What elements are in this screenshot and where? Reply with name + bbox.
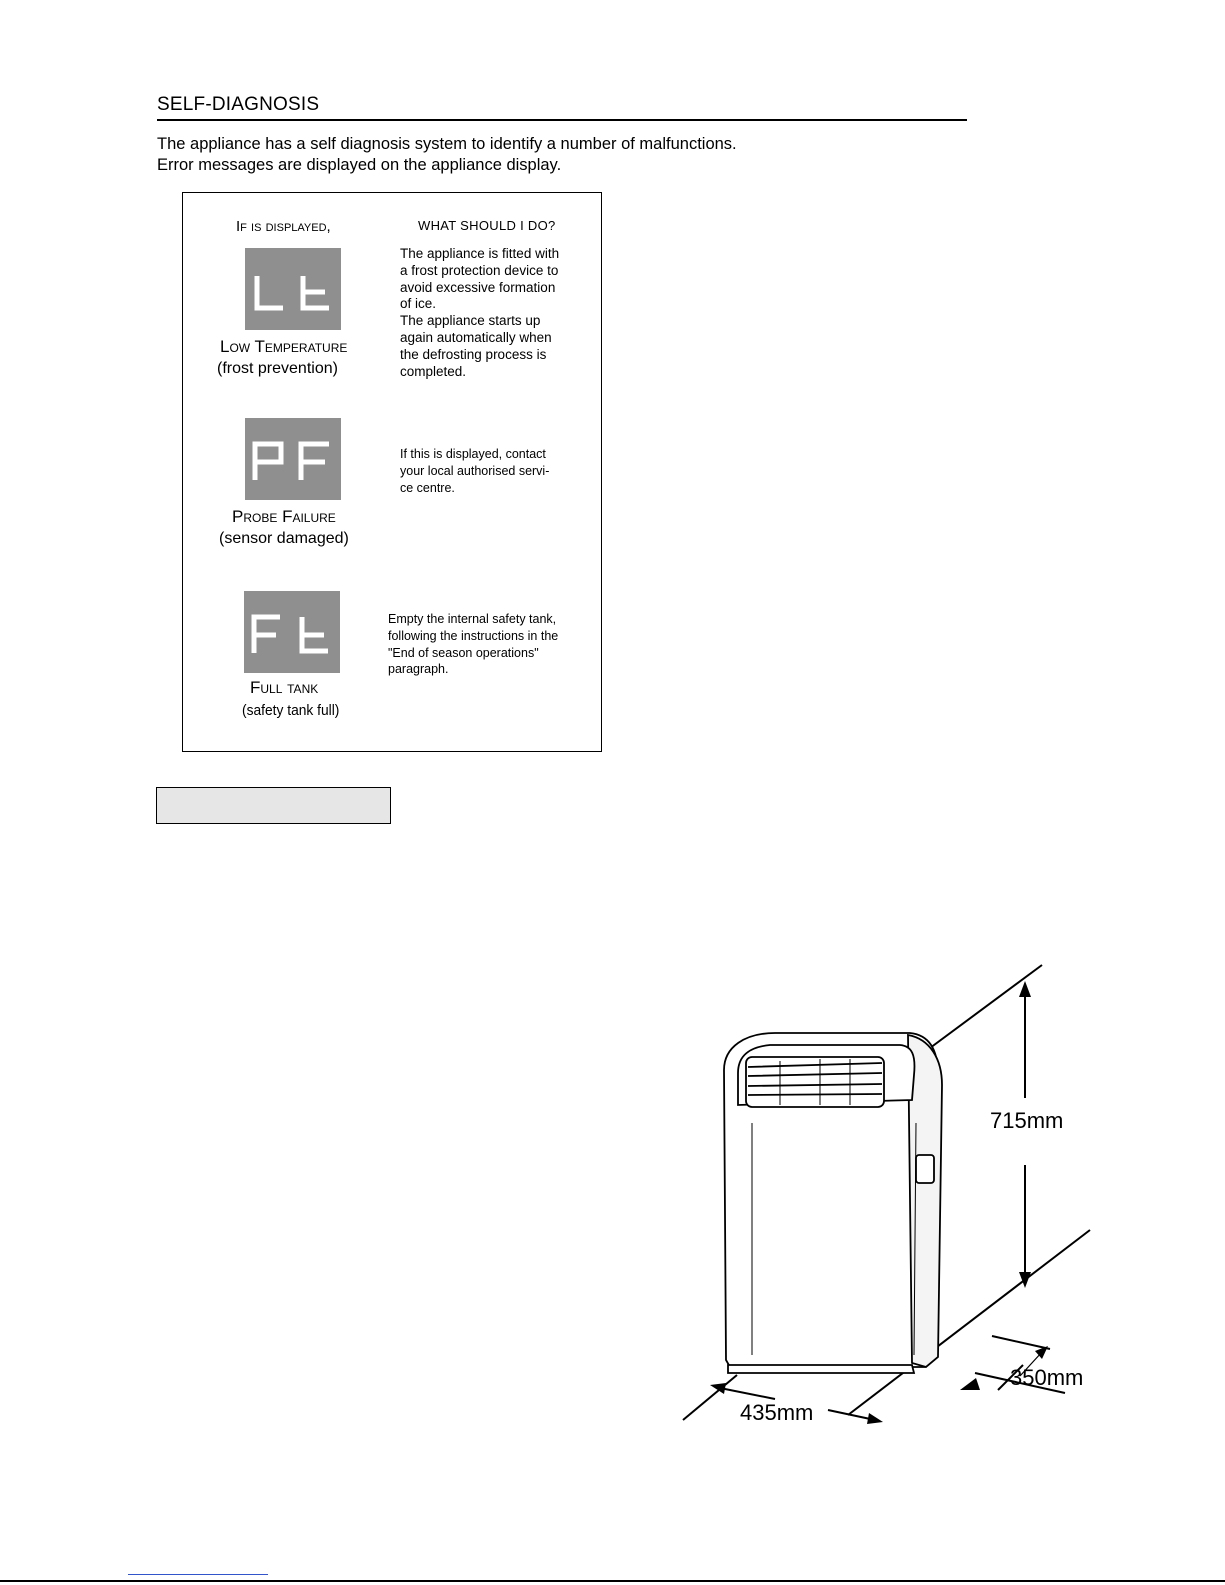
- heading-underline: [157, 119, 967, 121]
- lcd-display-lt: [245, 248, 341, 330]
- lcd-display-ft: [244, 591, 340, 673]
- advice-lt: [400, 246, 559, 380]
- column-header-action: WHAT SHOULD I DO?: [418, 218, 556, 233]
- error-name-lt: Low Temperature: [220, 337, 348, 356]
- advice-lt-line: completed.: [400, 363, 467, 379]
- advice-lt-line: The appliance starts up: [400, 313, 541, 329]
- dimension-height: 715mm: [990, 1108, 1064, 1133]
- error-name-ft: Full tank: [250, 678, 319, 697]
- error-name-pf: Probe Failure: [232, 507, 336, 526]
- intro-line-2: Error messages are displayed on the appliance display.: [157, 156, 562, 174]
- advice-pf: [400, 446, 549, 496]
- advice-lt-line: The appliance is fitted with: [400, 246, 560, 261]
- air-conditioner-dimensions-icon: [680, 955, 1200, 1455]
- advice-ft-line: Empty the internal safety tank,: [388, 612, 557, 626]
- advice-pf-line: your local authorised servi-: [400, 463, 550, 478]
- advice-pf-line: ce centre.: [400, 480, 455, 495]
- advice-ft-line: following the instructions in the: [388, 628, 559, 643]
- footer-rule: [0, 1580, 1225, 1582]
- dimension-depth: 350mm: [1010, 1365, 1084, 1390]
- advice-lt-line: avoid excessive formation: [400, 279, 556, 295]
- advice-pf-line: If this is displayed, contact: [400, 447, 546, 461]
- dimension-width: 435mm: [740, 1400, 814, 1425]
- footer-link-underline: [128, 1574, 268, 1575]
- lcd-glyph-pf-icon: [245, 418, 341, 500]
- error-sub-lt: (frost prevention): [217, 360, 338, 377]
- lcd-glyph-ft-icon: [244, 591, 340, 673]
- lcd-glyph-lt-icon: [245, 248, 341, 330]
- advice-ft: [388, 611, 558, 678]
- section-heading: SELF-DIAGNOSIS: [157, 94, 320, 115]
- column-header-displayed: If is displayed,: [236, 218, 331, 235]
- advice-lt-line: of ice.: [400, 296, 437, 312]
- intro-text: [157, 134, 737, 176]
- advice-lt-line: the defrosting process is: [400, 346, 547, 362]
- dimensions-illustration: [680, 955, 1200, 1455]
- intro-line-1: The appliance has a self diagnosis system to identify a number of malfunctions.: [157, 135, 737, 153]
- error-sub-ft: (safety tank full): [242, 702, 340, 719]
- advice-ft-line: "End of season operations": [388, 645, 539, 660]
- lcd-display-pf: [245, 418, 341, 500]
- advice-ft-line: paragraph.: [388, 662, 449, 677]
- advice-lt-line: again automatically when: [400, 329, 552, 345]
- section-label-box: [156, 787, 391, 824]
- advice-lt-line: a frost protection device to: [400, 262, 559, 278]
- error-sub-pf: (sensor damaged): [219, 530, 349, 547]
